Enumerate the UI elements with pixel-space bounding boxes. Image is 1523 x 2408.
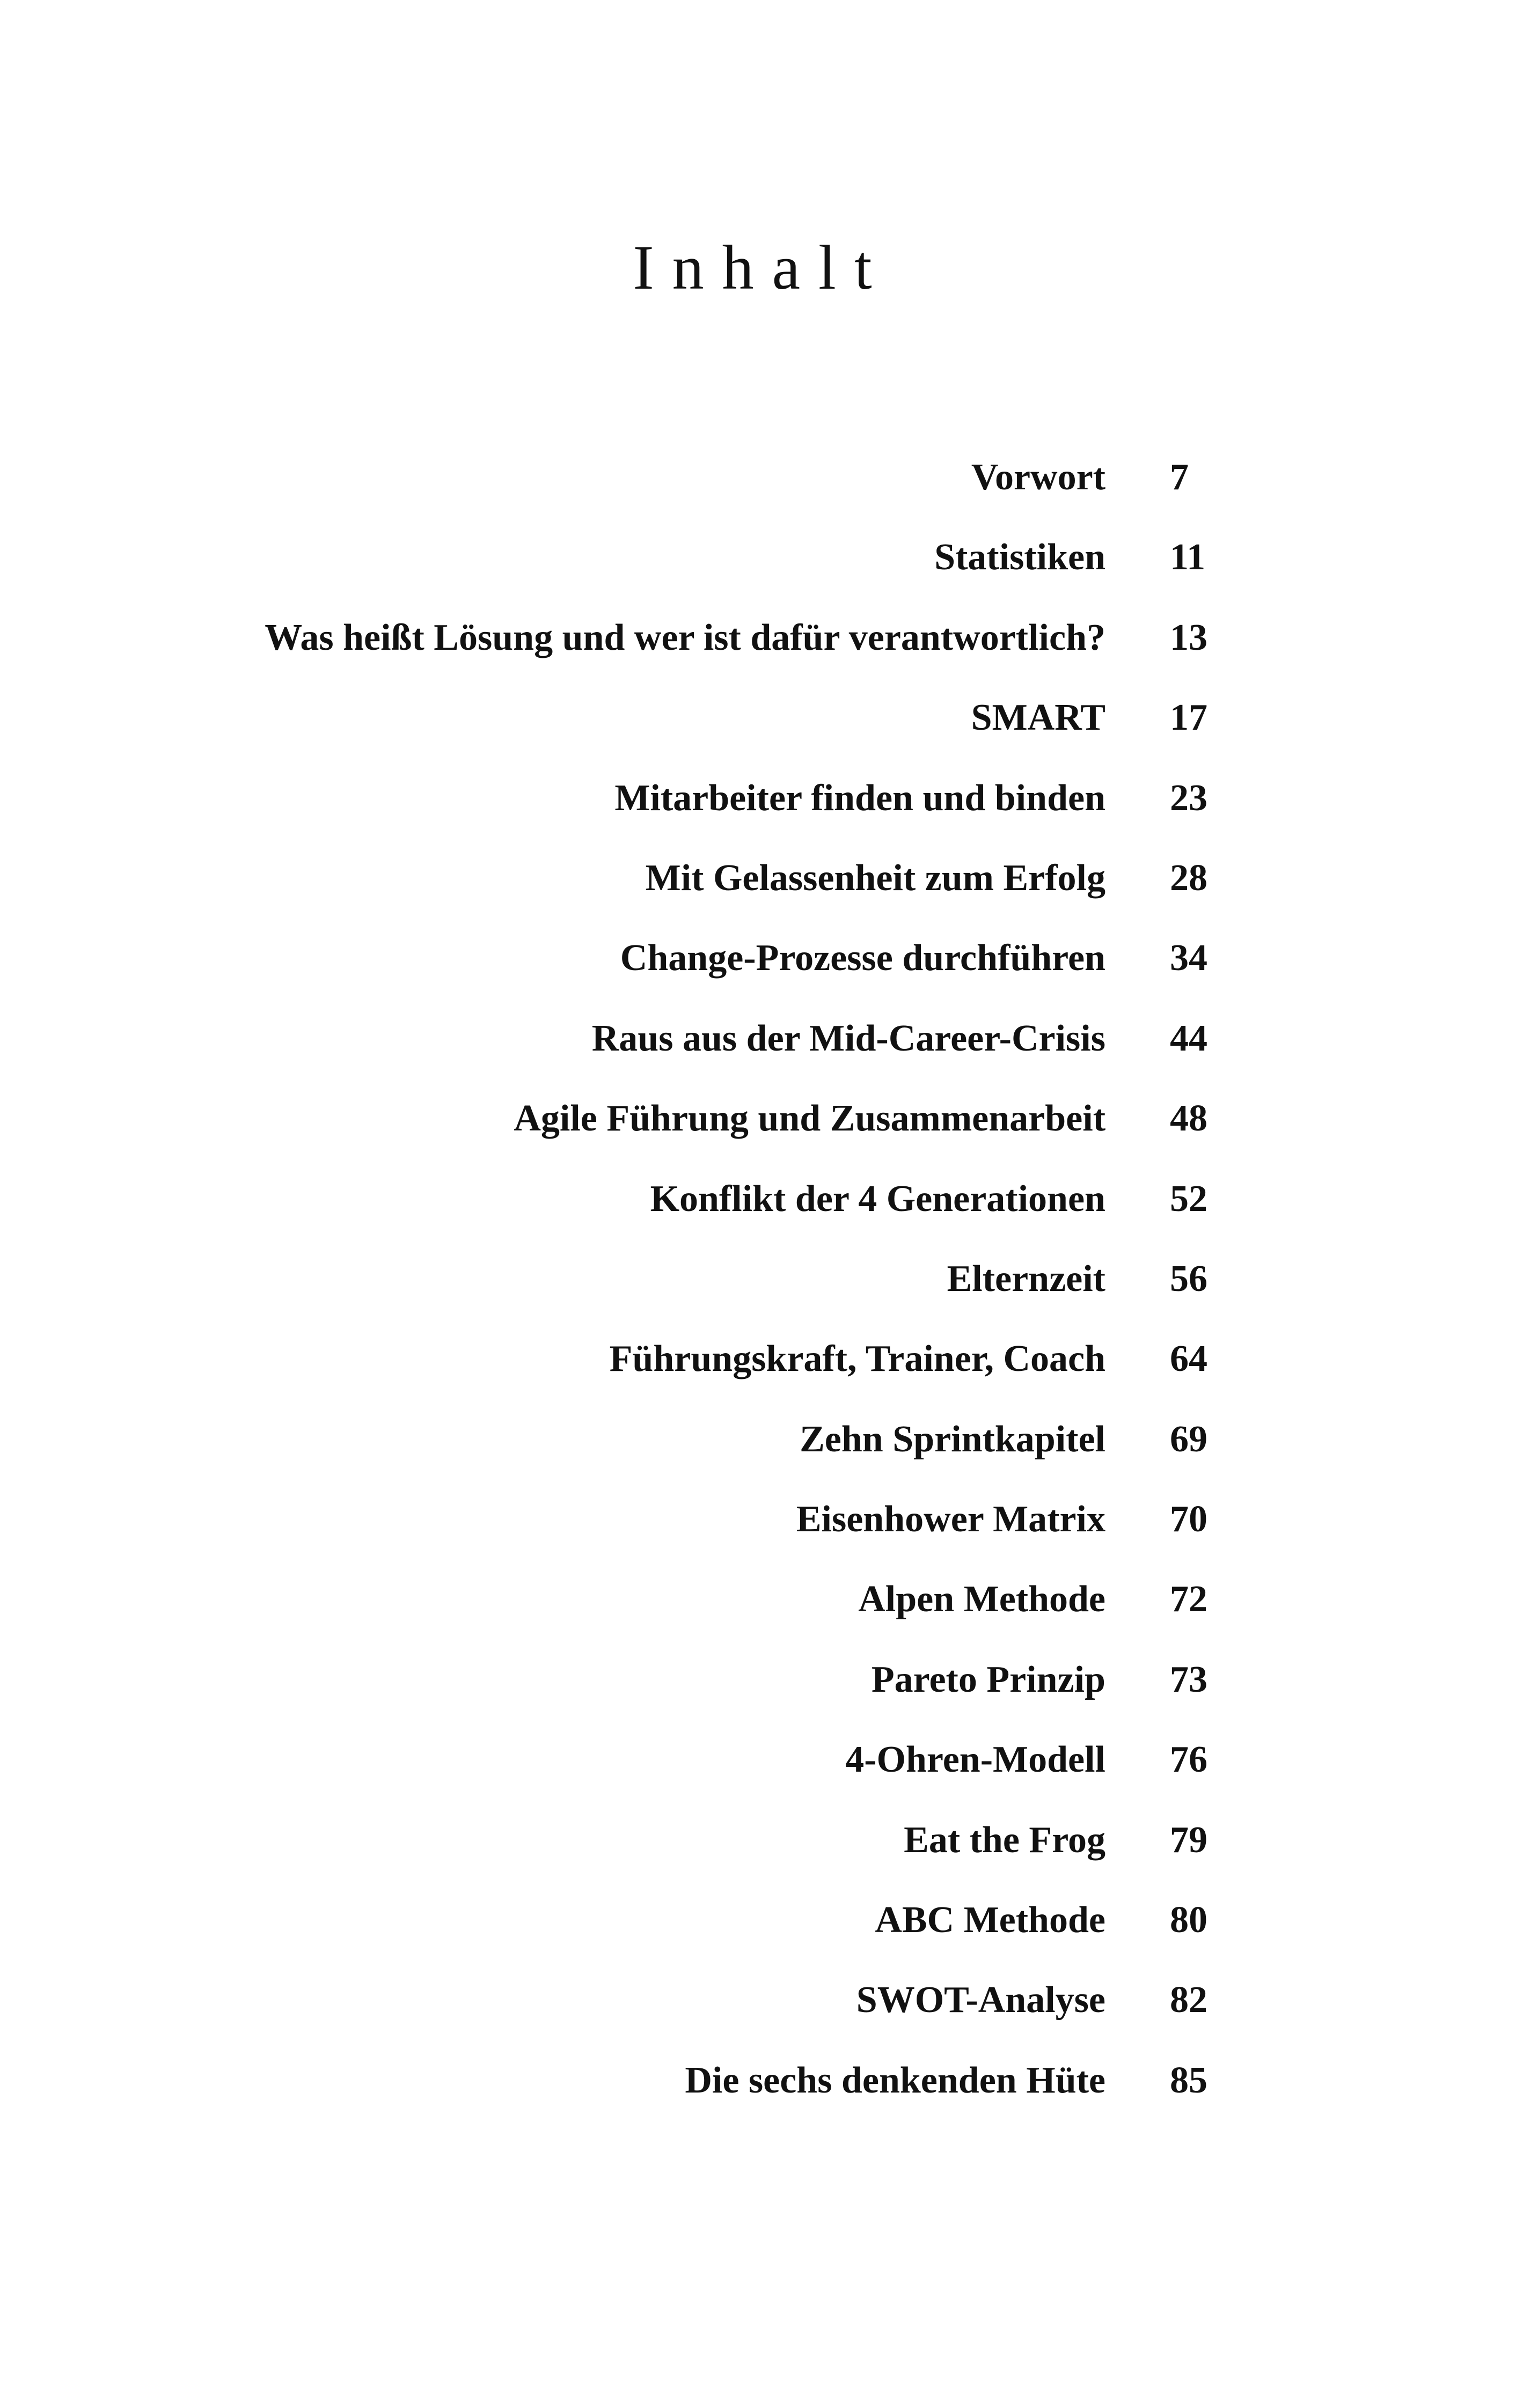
toc-entry-title: Zehn Sprintkapitel	[800, 1418, 1105, 1460]
toc-entry-title: Alpen Methode	[858, 1579, 1105, 1620]
toc-entry	[0, 1973, 1523, 2053]
toc-entry	[0, 772, 1523, 851]
toc-entry-page-number: 64	[1170, 1338, 1207, 1380]
toc-entry	[0, 1332, 1523, 1412]
toc-entry-title: Elternzeit	[947, 1258, 1105, 1300]
toc-entry-title: Pareto Prinzip	[871, 1658, 1105, 1700]
toc-entry-title: 4-Ohren-Modell	[845, 1739, 1105, 1781]
toc-entry-page-number: 85	[1170, 2059, 1207, 2101]
toc-entry	[0, 1413, 1523, 1493]
toc-entry	[0, 451, 1523, 531]
toc-entry-page-number: 48	[1170, 1098, 1207, 1140]
toc-entry-page-number: 82	[1170, 1979, 1207, 2021]
toc-entry-title: Statistiken	[934, 537, 1105, 578]
toc-entry-title: ABC Methode	[875, 1899, 1105, 1941]
toc-entry	[0, 1653, 1523, 1733]
toc-entry	[0, 1573, 1523, 1653]
toc-entry	[0, 1814, 1523, 1893]
toc-entry-title: Eat the Frog	[904, 1819, 1105, 1861]
table-of-contents	[0, 451, 1523, 2134]
toc-entry	[0, 611, 1523, 691]
toc-entry-title: Change-Prozesse durchführen	[620, 937, 1105, 979]
toc-entry	[0, 531, 1523, 611]
toc-entry-page-number: 23	[1170, 777, 1207, 819]
toc-entry-page-number: 52	[1170, 1178, 1207, 1220]
toc-entry-title: Raus aus der Mid-Career-Crisis	[591, 1017, 1105, 1059]
toc-entry-page-number: 70	[1170, 1499, 1207, 1540]
toc-entry-page-number: 44	[1170, 1017, 1207, 1059]
toc-entry-page-number: 11	[1170, 537, 1206, 578]
toc-entry-page-number: 79	[1170, 1819, 1207, 1861]
toc-entry-title: Eisenhower Matrix	[796, 1499, 1105, 1540]
toc-entry	[0, 2054, 1523, 2134]
toc-entry	[0, 1012, 1523, 1092]
toc-entry-title: SWOT-Analyse	[856, 1979, 1105, 2021]
toc-entry-page-number: 56	[1170, 1258, 1207, 1300]
toc-entry-page-number: 7	[1170, 457, 1189, 498]
toc-entry-page-number: 34	[1170, 937, 1207, 979]
toc-entry	[0, 931, 1523, 1011]
toc-entry	[0, 851, 1523, 931]
toc-entry	[0, 1172, 1523, 1252]
toc-entry-title: Vorwort	[971, 457, 1105, 498]
toc-entry-page-number: 73	[1170, 1658, 1207, 1700]
toc-entry-page-number: 72	[1170, 1579, 1207, 1620]
toc-entry-title: Führungskraft, Trainer, Coach	[609, 1338, 1105, 1380]
toc-entry	[0, 691, 1523, 771]
toc-entry	[0, 1252, 1523, 1332]
toc-entry-title: Die sechs denkenden Hüte	[685, 2059, 1105, 2101]
toc-entry	[0, 1092, 1523, 1172]
toc-entry-page-number: 80	[1170, 1899, 1207, 1941]
toc-entry-title: Was heißt Lösung und wer ist dafür verantwortlich?	[265, 616, 1105, 658]
toc-entry-title: Konflikt der 4 Generationen	[650, 1178, 1105, 1220]
toc-entry-title: Mit Gelassenheit zum Erfolg	[645, 857, 1105, 899]
toc-entry-title: SMART	[971, 697, 1105, 739]
toc-entry-page-number: 17	[1170, 697, 1207, 739]
toc-entry-page-number: 76	[1170, 1739, 1207, 1781]
toc-entry-page-number: 28	[1170, 857, 1207, 899]
page-title: Inhalt	[633, 232, 890, 303]
toc-entry-title: Mitarbeiter finden und binden	[614, 777, 1105, 819]
toc-entry-page-number: 13	[1170, 616, 1207, 658]
toc-entry	[0, 1893, 1523, 1973]
toc-entry-title: Agile Führung und Zusammenarbeit	[514, 1098, 1105, 1140]
toc-entry	[0, 1493, 1523, 1573]
toc-entry	[0, 1733, 1523, 1813]
toc-entry-page-number: 69	[1170, 1418, 1207, 1460]
